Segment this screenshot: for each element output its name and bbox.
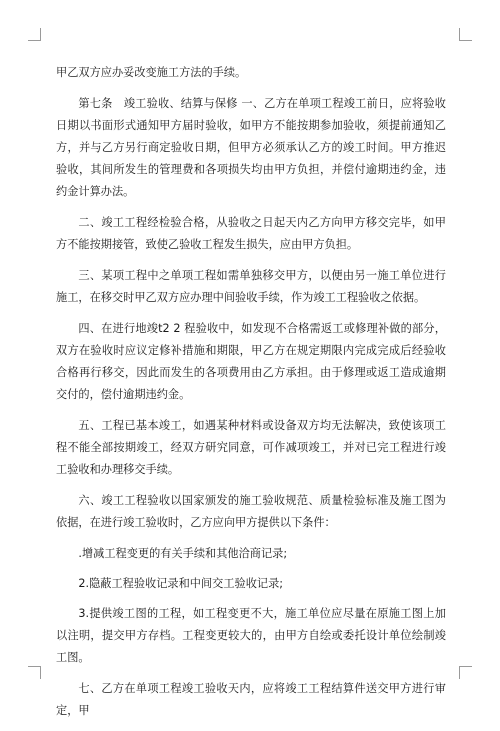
paragraph-article-7: 第七条 竣工验收、结算与保修 一、乙方在单项工程竣工前日，应将验收日期以书面形式通知甲方届时验收，如甲方不能按期参加验收，须提前通知乙方，并与乙方另行商定验收日期，但甲方必须承认乙方的竣工时间。甲方推迟验收，其间所发生的管理费和各项损失均由甲方负担，并偿付逾期违约金，违约金计算办法。 <box>56 97 446 198</box>
paragraph-clause-6: 六、竣工工程验收以国家颁发的施工验收规范、质量检验标准及施工图为依据，在进行竣工验收时，乙方应向甲方提供以下条件： <box>56 494 446 529</box>
crop-mark-bottom-right <box>459 666 472 679</box>
crop-mark-bottom-left <box>28 666 41 679</box>
paragraph-clause-5: 五、工程已基本竣工，如遇某种材料或设备双方均无法解决，致使该项工程不能全部按期竣工，经双方研究同意，可作减项竣工，并对已完工程进行竣工验收和办理移交手续。 <box>56 419 446 476</box>
list-item-1: .增减工程变更的有关手续和其他洽商记录; <box>78 547 288 560</box>
list-item-3: 3.提供竣工图的工程，如工程变更不大，施工单位应尽量在原施工图上加以注明，提交甲方存档。工程变更较大的，由甲方自绘或委托设计单位绘制竣工图。 <box>56 607 446 664</box>
crop-mark-top-left <box>28 28 41 41</box>
list-item-2: 2.隐蔽工程验收记录和中间交工验收记录; <box>78 577 284 590</box>
crop-mark-top-right <box>459 28 472 41</box>
paragraph-intro: 甲乙双方应办妥改变施工方法的手续。 <box>56 66 247 79</box>
paragraph-clause-2: 二、竣工工程经检验合格，从验收之日起天内乙方向甲方移交完毕，如甲方不能按期接管，致使乙验收工程发生损失，应由甲方负担。 <box>56 216 446 251</box>
document-body <box>56 62 446 731</box>
paragraph-clause-7: 七、乙方在单项工程竣工验收天内，应将竣工工程结算件送交甲方进行审定，甲 <box>56 682 446 717</box>
paragraph-clause-4: 四、在进行地竣t2 2 程验收中，如发现不合格需返工或修理补做的部分，双方在验收时应议定修补措施和期限，甲乙方在规定期限内完成完成后经验收合格再行移交，因此而发生的各项费用由乙方承担。由于修理或返工造成逾期交付的，偿付逾期违约金。 <box>56 322 446 401</box>
paragraph-clause-3: 三、某项工程中之单项工程如需单独移交甲方，以便由另一施工单位进行施工，在移交时甲乙双方应办理中间验收手续，作为竣工工程验收之依据。 <box>56 269 446 304</box>
